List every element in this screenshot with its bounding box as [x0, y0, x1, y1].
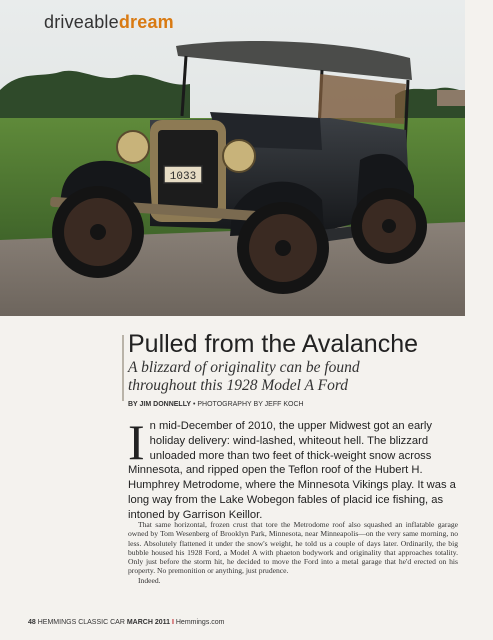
byline-separator: • — [192, 401, 196, 408]
body-column — [128, 520, 458, 585]
lead-paragraph — [128, 414, 458, 523]
drop-cap: I — [128, 414, 145, 470]
section-label-part2: dream — [118, 12, 174, 32]
body-paragraph-1: That same horizontal, frozen crust that tore the Metrodome roof also squashed an inflatable garage owned by Tom Wesenberg of Brooklyn Park, Minnesota, near Minneapolis—on the very same morning, no less. Absolutely flattened it under the snow's weight, he told us a couple of days later. Ordinarily, the big bubble housed his 1928 Ford, a Model A with phaeton bodywork and originality that approaches totality. Only just before the storm hit, he decided to move the Ford into a metal garage that he'd erected on his property. No premonition or anything, just prudence. — [128, 520, 458, 576]
headlight-right — [223, 140, 255, 172]
page-number: 48 — [28, 619, 36, 626]
issue-date: MARCH 2011 — [126, 619, 171, 626]
website: Hemmings.com — [175, 619, 225, 626]
byline — [128, 401, 304, 408]
lead-text: n mid-December of 2010, the upper Midwest got an early holiday delivery: wind-lashed, whiteout hell. The blizzard unloaded more than two feet of thick-weight snow across Minnesota, and ripped open the Teflon roof of the Hubert H. Humphrey Metrodome, where the Minnesota Vikings play. It was a long way from the Lake Wobegon fables of placid ice fishing, as intoned by Garrison Keillor. — [128, 420, 456, 521]
front-wheel-left — [52, 186, 144, 278]
magazine-name: HEMMINGS CLASSIC CAR — [37, 619, 125, 626]
byline-author: BY JIM DONNELLY — [128, 401, 192, 408]
article-deck: A blizzard of originality can be found throughout this 1928 Model A Ford — [128, 359, 360, 394]
rear-wheel — [351, 188, 427, 264]
section-label — [44, 12, 174, 33]
license-plate-number: 1033 — [169, 171, 197, 183]
headlight-left — [117, 131, 149, 163]
car-photo-illustration — [0, 0, 465, 316]
hero-photo — [0, 0, 465, 316]
section-label-part1: driveable — [44, 12, 119, 32]
byline-photographer: PHOTOGRAPHY BY JEFF KOCH — [197, 401, 304, 408]
distant-house — [437, 90, 465, 106]
body-paragraph-2: Indeed. — [138, 575, 161, 585]
front-wheel-right — [237, 202, 329, 294]
headline-rule — [122, 335, 124, 401]
page-folio — [28, 619, 225, 626]
article-title: Pulled from the Avalanche — [128, 330, 419, 358]
folio-separator: I — [171, 619, 174, 626]
